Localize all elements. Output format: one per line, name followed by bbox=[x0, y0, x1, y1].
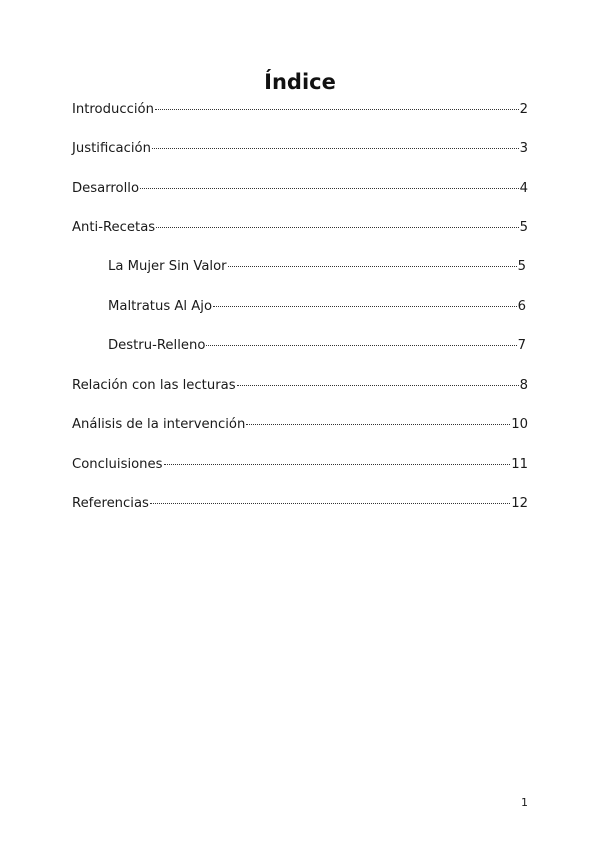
toc-entry-analisis-de-la-intervencion[interactable] bbox=[72, 415, 528, 435]
toc-entry-maltratus-al-ajo[interactable] bbox=[108, 297, 526, 317]
toc-entry-page-number: 11 bbox=[511, 457, 528, 472]
toc-entry-page-number: 4 bbox=[519, 181, 528, 196]
toc-entry-la-mujer-sin-valor[interactable] bbox=[108, 257, 526, 277]
toc-dot-leader bbox=[237, 385, 519, 386]
toc-entry-page-number: 2 bbox=[519, 102, 528, 117]
toc-dot-leader bbox=[152, 148, 519, 149]
toc-dot-leader bbox=[228, 266, 517, 267]
toc-dot-leader bbox=[140, 188, 519, 189]
toc-entry-desarrollo[interactable] bbox=[72, 179, 528, 199]
toc-dot-leader bbox=[156, 227, 518, 228]
toc-entry-page-number: 8 bbox=[519, 378, 528, 393]
toc-entry-concluisiones[interactable] bbox=[72, 455, 528, 475]
toc-entry-introduccion[interactable] bbox=[72, 100, 528, 120]
toc-dot-leader bbox=[164, 464, 511, 465]
toc-entry-label: Referencias bbox=[72, 496, 149, 511]
toc-entry-page-number: 12 bbox=[511, 496, 528, 511]
toc-dot-leader bbox=[206, 345, 516, 346]
toc-entry-label: Desarrollo bbox=[72, 181, 140, 196]
toc-entry-label: Análisis de la intervención bbox=[72, 417, 246, 432]
toc-entry-destru-relleno[interactable] bbox=[108, 336, 526, 356]
toc-entry-page-number: 10 bbox=[511, 417, 528, 432]
toc-dot-leader bbox=[213, 306, 517, 307]
toc-entry-page-number: 5 bbox=[517, 259, 526, 274]
toc-entry-label: Justificación bbox=[72, 141, 151, 156]
toc-entry-label: Anti-Recetas bbox=[72, 220, 156, 235]
toc-entry-justificacion[interactable] bbox=[72, 139, 528, 159]
toc-entry-relacion-con-las-lecturas[interactable] bbox=[72, 376, 528, 396]
toc-entry-page-number: 3 bbox=[519, 141, 528, 156]
toc-dot-leader bbox=[150, 503, 510, 504]
toc-dot-leader bbox=[155, 109, 519, 110]
toc-entry-page-number: 5 bbox=[519, 220, 528, 235]
toc-entry-label: Destru-Relleno bbox=[108, 338, 206, 353]
toc-entry-referencias[interactable] bbox=[72, 494, 528, 514]
toc-entry-label: Concluisiones bbox=[72, 457, 163, 472]
page-title: Índice bbox=[264, 70, 336, 94]
toc-entry-label: Maltratus Al Ajo bbox=[108, 299, 213, 314]
toc-dot-leader bbox=[246, 424, 510, 425]
footer-page-number: 1 bbox=[521, 796, 528, 809]
toc-entry-page-number: 6 bbox=[517, 299, 526, 314]
toc-entry-label: Relación con las lecturas bbox=[72, 378, 236, 393]
toc-entry-label: Introducción bbox=[72, 102, 154, 117]
toc-entry-anti-recetas[interactable] bbox=[72, 218, 528, 238]
toc-entry-label: La Mujer Sin Valor bbox=[108, 259, 227, 274]
toc-entry-page-number: 7 bbox=[517, 338, 526, 353]
